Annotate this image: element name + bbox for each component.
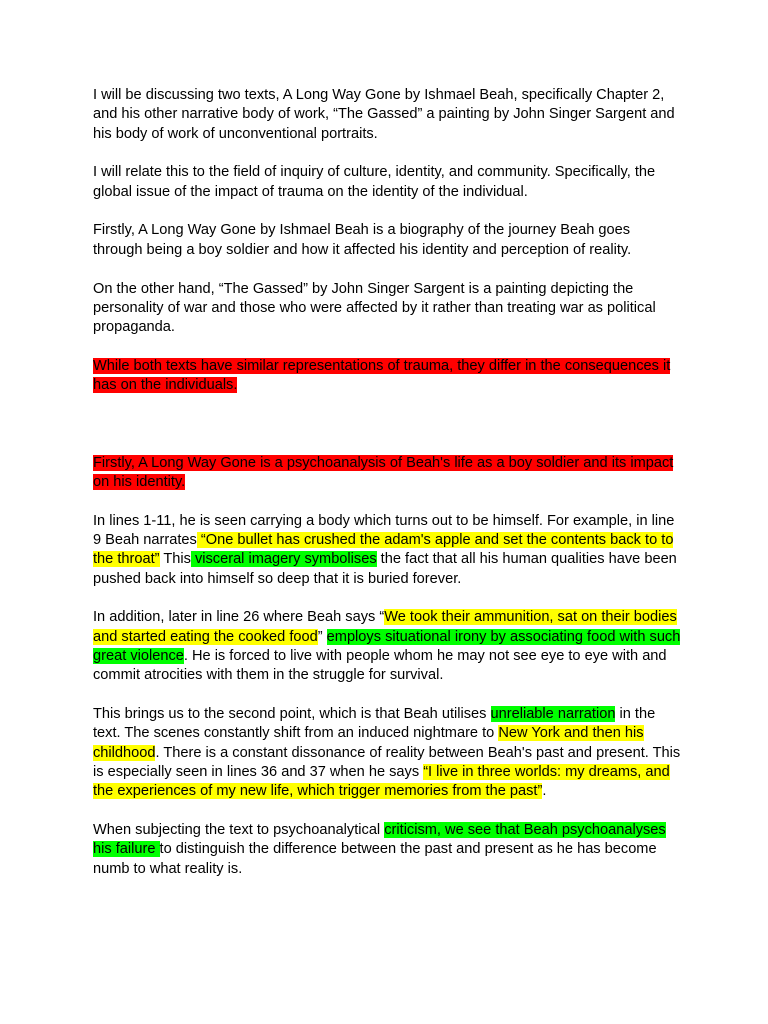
highlight-red-thesis: While both texts have similar representations of trauma, they differ in the consequences it has on the individuals. [93,357,671,394]
paragraph-topic-sentence [93,454,683,493]
text-segment: In lines 1-11, he is seen carrying a body which turns out to be himself. For example, in line 9 Beah narrates [93,512,675,548]
text-segment: . There is a constant dissonance of reality between Beah's past and present. This is especially seen in lines 36 and 37 when he says [93,744,681,780]
text-segment: in the text. The scenes constantly shift from an induced nightmare to [93,706,656,742]
text-segment: I will be discussing two texts, A Long Way Gone by Ishmael Beah, specifically Chapter 2, and his other narrative body of work, “The Gassed” a painting by John Singer Sargent and his body of work of unconventional portraits. [93,87,675,142]
text-segment: This [159,551,191,568]
text-segment: I will relate this to the field of inquiry of culture, identity, and community. Specifically, the global issue of the impact of trauma on the identity of the individual. [93,164,656,200]
highlight-yellow-quote: New York and then his childhood [93,725,644,761]
paragraph-lines-1-11 [93,512,683,589]
text-segment: . He is forced to live with people whom he may not see eye to eye with and commit atrocities with them in the struggle for survival. [93,647,667,684]
highlight-yellow-quote: “One bullet has crushed the adam's apple and set the contents back to to the throat” [93,531,674,568]
text-segment: On the other hand, “The Gassed” by John Singer Sargent is a painting depicting the personality of war and those who were affected by it rather than treating war as political propaganda. [93,280,656,336]
highlight-yellow-quote: “I live in three worlds: my dreams, and the experiences of my new life, which trigger memories from the past” [93,763,670,800]
text-segment: the fact that all his human qualities have been pushed back into himself so deep that it is buried forever. [93,551,677,587]
paragraph-intro [93,86,683,144]
highlight-green-technique: employs situational irony by associating food with such great violence [93,628,681,664]
paragraph-second-text-summary [93,280,683,338]
paragraph-second-point [93,705,683,801]
document-body [93,86,683,898]
text-segment: This brings us to the second point, which is that Beah utilises [93,706,491,723]
highlight-yellow-quote: We took their ammunition, sat on their bodies and started eating the cooked food [93,609,677,645]
text-segment: When subjecting the text to psychoanalytical [93,822,385,839]
paragraph-field-of-inquiry [93,163,683,202]
highlight-green-technique: criticism, we see that Beah psychoanalyses his failure [93,822,666,858]
text-segment: to distinguish the difference between the past and present as he has become numb to what reality is. [93,841,657,877]
paragraph-line-26 [93,608,683,685]
text-segment: . [542,783,547,800]
highlight-green-technique: unreliable narration [490,706,616,723]
paragraph-psychoanalytical-criticism [93,821,683,879]
text-segment: Firstly, A Long Way Gone by Ishmael Beah is a biography of the journey Beah goes through being a boy soldier and how it affected his identity and perception of reality. [93,222,632,258]
paragraph-first-text-summary [93,221,683,260]
highlight-green-technique: visceral imagery symbolises [190,551,377,568]
paragraph-thesis [93,357,683,396]
text-segment: ” [317,628,327,645]
text-segment: In addition, later in line 26 where Beah says “ [93,609,385,626]
highlight-red-topic: Firstly, A Long Way Gone is a psychoanalysis of Beah's life as a boy soldier and its impact on his identity. [93,454,674,490]
